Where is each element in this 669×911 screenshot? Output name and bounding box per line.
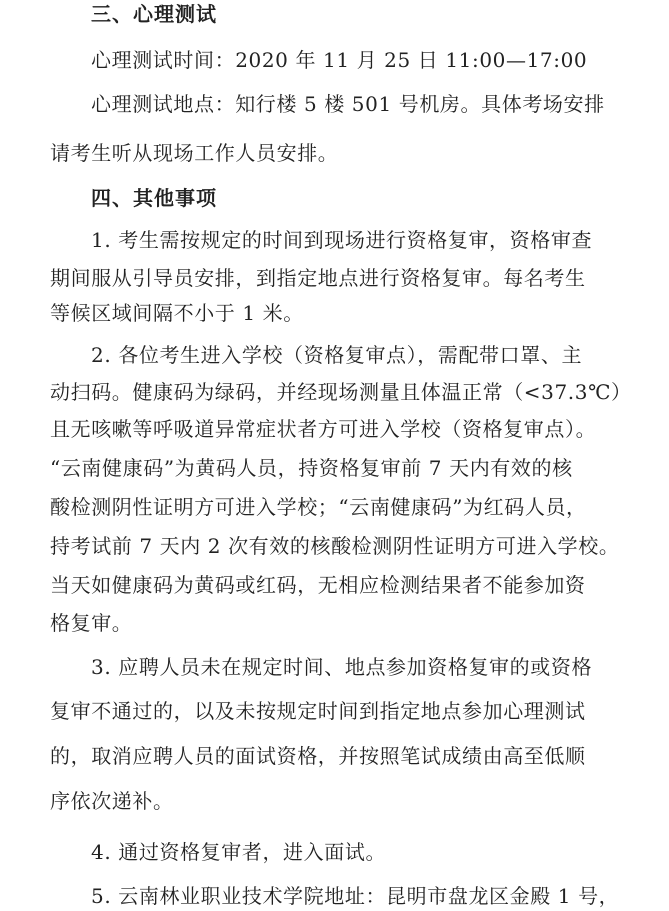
item-2-line-6: 持考试前 7 天内 2 次有效的核酸检测阴性证明方可进入学校。 [50, 534, 620, 558]
item-2-line-1: 2. 各位考生进入学校（资格复审点），需配带口罩、主 [91, 343, 583, 367]
item-2-line-5: 酸检测阴性证明方可进入学校；“云南健康码”为红码人员， [50, 495, 587, 519]
test-time-line: 心理测试时间：2020 年 11 月 25 日 11:00—17:00 [91, 48, 588, 72]
item-1-line-2: 期间服从引导员安排，到指定地点进行资格复审。每名考生 [50, 266, 586, 290]
item-3-line-4: 序依次递补。 [50, 789, 174, 813]
section-3-heading: 三、心理测试 [91, 2, 217, 26]
test-location-line-2: 请考生听从现场工作人员安排。 [50, 141, 339, 165]
item-3-line-1: 3. 应聘人员未在规定时间、地点参加资格复审的或资格 [91, 655, 593, 679]
item-4-line-1: 4. 通过资格复审者，进入面试。 [91, 840, 387, 864]
item-2-line-7: 当天如健康码为黄码或红码，无相应检测结果者不能参加资 [50, 573, 586, 597]
item-1-line-1: 1. 考生需按规定的时间到现场进行资格复审，资格审查 [91, 228, 593, 252]
item-5-line-1: 5. 云南林业职业技术学院地址：昆明市盘龙区金殿 1 号， [91, 884, 620, 908]
item-3-line-3: 的，取消应聘人员的面试资格，并按照笔试成绩由高至低顺 [50, 744, 586, 768]
item-2-line-4: “云南健康码”为黄码人员，持资格复审前 7 天内有效的核 [50, 456, 573, 480]
section-4-heading: 四、其他事项 [91, 186, 217, 210]
item-2-line-2: 动扫码。健康码为绿码，并经现场测量且体温正常（<37.3℃） [50, 380, 632, 404]
item-1-line-3: 等候区域间隔不小于 1 米。 [50, 301, 304, 325]
item-2-line-3: 且无咳嗽等呼吸道异常症状者方可进入学校（资格复审点）。 [50, 417, 597, 441]
test-location-line-1: 心理测试地点：知行楼 5 楼 501 号机房。具体考场安排 [91, 92, 605, 116]
item-2-line-8: 格复审。 [50, 611, 133, 635]
item-3-line-2: 复审不通过的，以及未按规定时间到指定地点参加心理测试 [50, 699, 586, 723]
